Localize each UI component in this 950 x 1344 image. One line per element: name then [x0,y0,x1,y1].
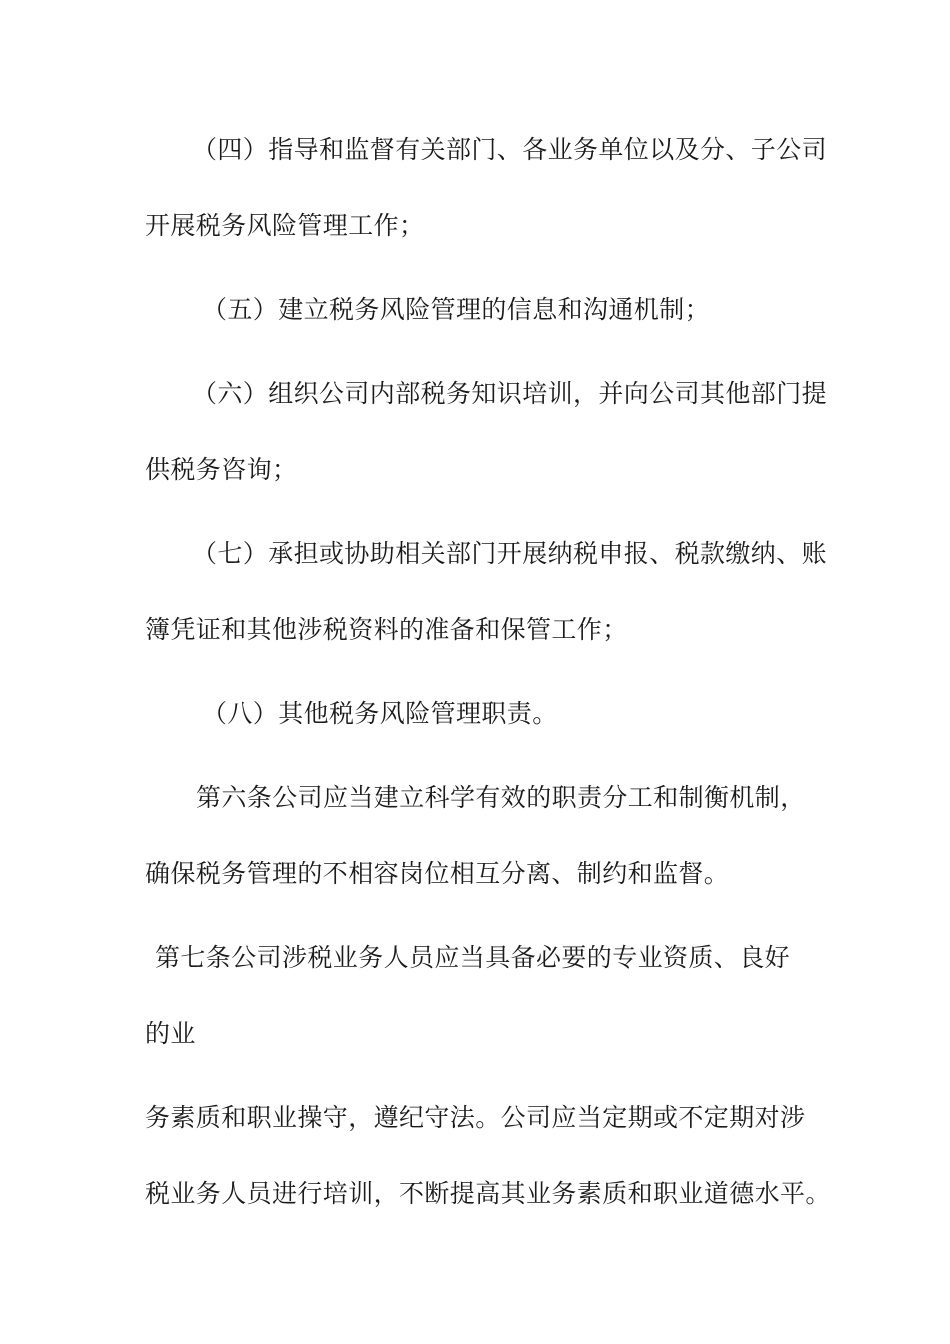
paragraph-line: （六）组织公司内部税务知识培训，并向公司其他部门提 [192,379,828,408]
paragraph-line: （四）指导和监督有关部门、各业务单位以及分、子公司 [192,135,828,164]
paragraph-line: 确保税务管理的不相容岗位相互分离、制约和监督。 [145,859,730,888]
paragraph-line: 税业务人员进行培训，不断提高其业务素质和职业道德水平。 [145,1179,831,1208]
paragraph-line: 第六条公司应当建立科学有效的职责分工和制衡机制， [196,783,806,812]
paragraph-line: （七）承担或协助相关部门开展纳税申报、税款缴纳、账 [192,539,828,568]
paragraph-line: 开展税务风险管理工作； [145,211,425,240]
paragraph-line: （五）建立税务风险管理的信息和沟通机制； [202,295,711,324]
paragraph-line: 第七条公司涉税业务人员应当具备必要的专业资质、良好 [155,943,791,972]
paragraph-line: 供税务咨询； [145,455,298,484]
paragraph-line: （八）其他税务风险管理职责。 [202,699,558,728]
paragraph-line: 的业 [145,1019,196,1048]
paragraph-line: 务素质和职业操守，遵纪守法。公司应当定期或不定期对涉 [145,1103,806,1132]
paragraph-line: 簿凭证和其他涉税资料的准备和保管工作； [145,615,628,644]
